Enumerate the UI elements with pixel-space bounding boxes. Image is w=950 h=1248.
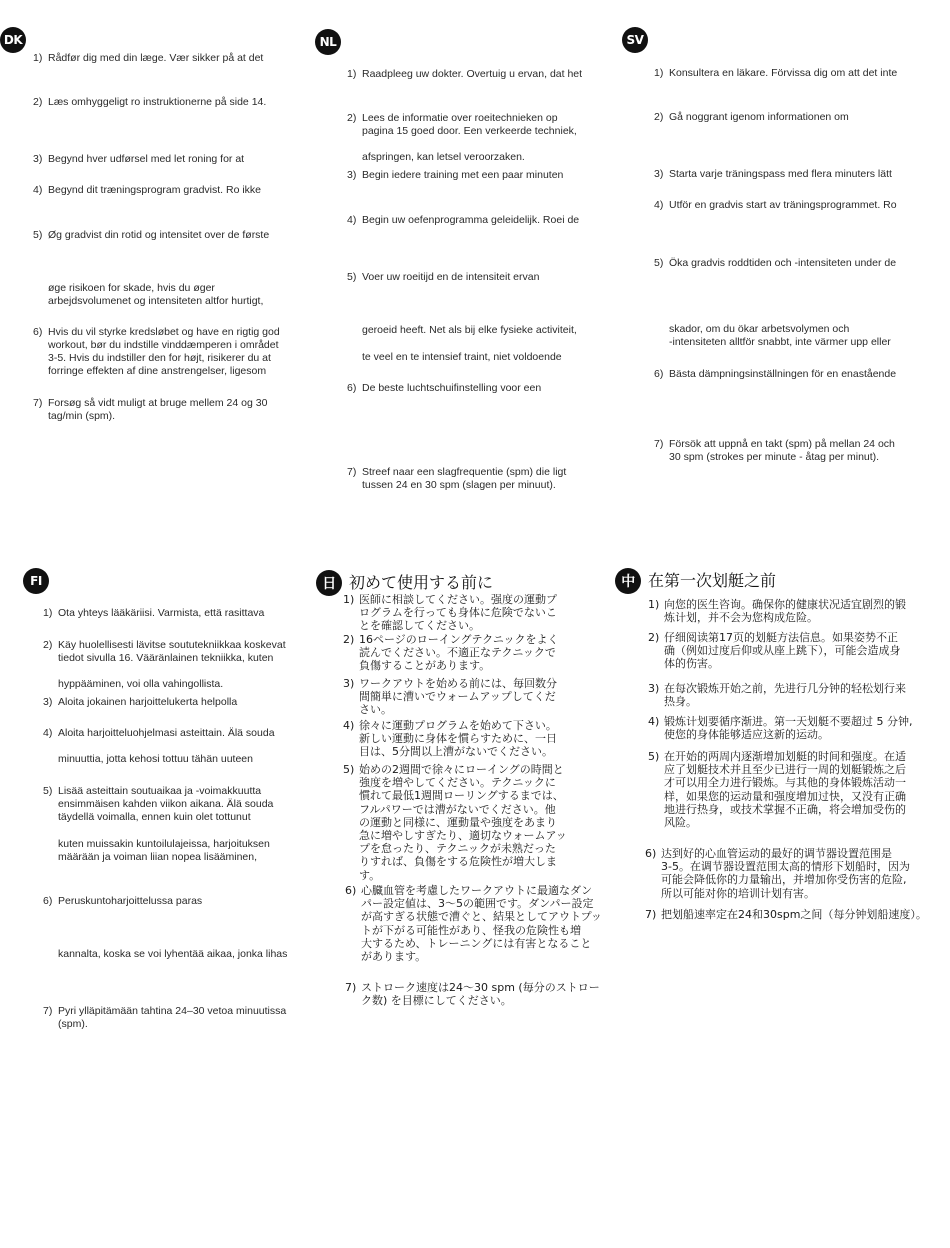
jp-heading: 初めて使用する前に (349, 573, 494, 592)
jp-item-5: 5) 始めの2週間で徐々にローイングの時間と 強度を増やしてください。テクニックに 慣れて最低1週間ローリングするまでは、 フルパワーでは漕がないでください。他 の運動と同様に、運動量や強度をあまり 急に増やしすぎたり、適切なウォームアッ プを怠ったり、テクニックが未熟だった りすれば、負傷をする危険性が増大しま す。 (343, 763, 567, 882)
dk-item-7: 7) Forsøg så vidt muligt at bruge mellem 24 og 30 tag/min (spm). (33, 397, 268, 422)
nl-item-7: 7) Streef naar een slagfrequentie (spm) die ligt tussen 24 en 30 spm (slagen per minuut). (347, 466, 567, 491)
cn-item-5: 5) 在开始的两周内逐渐增加划艇的时间和强度。在适 应了划艇技术并且至少已进行一周的划艇锻炼之后 才可以用全力进行锻炼。与其他的身体锻炼活动一 样，如果您的运动量和强度增加过快，又没有正确 地进行热身，或技术掌握不正确，将会增加受伤的 风险。 (648, 750, 906, 830)
jp-item-2: 2) 16ページのローイングテクニックをよく 読んでください。不適正なテクニックで 負傷することがあります。 (343, 633, 559, 673)
fi-item-2: 2) Käy huolellisesti lävitse soututekniikkaa koskevat tiedot sivulla 16. Vääränlainen tekniikka, kuten (43, 639, 286, 664)
fi-item-6: 6) Peruskuntoharjoittelussa paras (43, 895, 203, 907)
fi-item-7: 7) Pyri ylläpitämään tahtina 24–30 vetoa minuutissa (spm). (43, 1005, 287, 1030)
dk-item-5-continuation: øge risikoen for skade, hvis du øger arbejdsvolumenet og intensiteten altfor hurtigt, (48, 282, 264, 307)
fi-item-4-continuation: minuuttia, jotta kehosi tottuu tähän uuteen (58, 753, 253, 765)
nl-item-5: 5) Voer uw roeitijd en de intensiteit ervan (347, 271, 540, 283)
cn-item-7: 7) 把划船速率定在24和30spm之间（每分钟划船速度）。 (645, 908, 927, 921)
sv-item-4: 4) Utför en gradvis start av träningsprogrammet. Ro (654, 199, 897, 211)
nl-item-5-continuation-b: te veel en te intensief traint, niet voldoende (362, 351, 562, 363)
dk-item-2: 2) Læs omhyggeligt ro instruktionerne på side 14. (33, 96, 267, 108)
language-badge-dk: DK (0, 27, 26, 53)
dk-item-6: 6) Hvis du vil styrke kredsløbet og have en rigtig god workout, bør du indstille vinddæmperen i området 3-5. Hvis du indstiller den for højt, risikerer du at forringe effekten af dine anstrengelser, ligesom (33, 326, 280, 377)
cn-item-3: 3) 在每次锻炼开始之前，先进行几分钟的轻松划行来 热身。 (648, 682, 906, 709)
sv-item-6: 6) Bästa dämpningsinställningen för en enastående (654, 368, 897, 380)
sv-item-2: 2) Gå noggrant igenom informationen om (654, 111, 849, 123)
dk-item-4: 4) Begynd dit træningsprogram gradvist. Ro ikke (33, 184, 262, 196)
fi-item-4: 4) Aloita harjoitteluohjelmasi asteittain. Älä souda (43, 727, 275, 739)
fi-item-3: 3) Aloita jokainen harjoittelukerta helpolla (43, 696, 238, 708)
dk-item-1: 1) Rådfør dig med din læge. Vær sikker på at det (33, 52, 264, 64)
sv-item-3: 3) Starta varje träningspass med flera minuters lätt (654, 168, 892, 180)
jp-item-4: 4) 徐々に運動プログラムを始めて下さい。 新しい運動に身体を慣らすために、一日 目は、5分間以上漕がないでください。 (343, 719, 557, 759)
dk-item-5: 5) Øg gradvist din rotid og intensitet over de første (33, 229, 270, 241)
jp-item-3: 3) ワークアウトを始める前には、毎回数分 間簡単に漕いでウォームアップしてくだ さい。 (343, 677, 557, 717)
sv-item-7: 7) Försök att uppnå en takt (spm) på mellan 24 och 30 spm (strokes per minute - åtag per minut). (654, 438, 895, 463)
nl-item-1: 1) Raadpleeg uw dokter. Overtuig u ervan, dat het (347, 68, 583, 80)
fi-item-5: 5) Lisää asteittain soutuaikaa ja -voimakkuutta ensimmäisen kahden viikon aikana. Älä souda täydellä voimalla, ennen kuin olet tottunut (43, 785, 274, 823)
sv-item-5-continuation: skador, om du ökar arbetsvolymen och -intensiteten alltför snabbt, inte värmer upp eller (669, 323, 891, 348)
language-badge-jp: 日 (316, 570, 342, 596)
fi-item-2-continuation: hyppääminen, voi olla vahingollista. (58, 678, 224, 690)
jp-item-7: 7) ストローク速度は24～30 spm (毎分のストロー ク数) を目標にしてください。 (345, 981, 600, 1008)
nl-item-2-continuation: afspringen, kan letsel veroorzaken. (362, 151, 525, 163)
nl-item-3: 3) Begin iedere training met een paar minuten (347, 169, 564, 181)
fi-item-6-continuation: kannalta, koska se voi lyhentää aikaa, jonka lihas (58, 948, 288, 960)
nl-item-2: 2) Lees de informatie over roeitechnieken op pagina 15 goed door. Een verkeerde techniek, (347, 112, 577, 137)
fi-item-1: 1) Ota yhteys lääkäriisi. Varmista, että rasittava (43, 607, 265, 619)
language-badge-sv: SV (622, 27, 648, 53)
cn-item-2: 2) 仔细阅读第17页的划艇方法信息。如果姿势不正 确（例如过度后仰或从座上跳下），可能会造成身 体的伤害。 (648, 631, 901, 671)
language-badge-nl: NL (315, 29, 341, 55)
sv-item-1: 1) Konsultera en läkare. Förvissa dig om att det inte (654, 67, 898, 79)
cn-item-6: 6) 达到好的心血管运动的最好的调节器设置范围是 3-5。在调节器设置范围太高的情形下划船时，因为 可能会降低你的力量输出，并增加你受伤害的危险, 所以可能对你的培训计划有害。 (645, 847, 910, 900)
sv-item-5: 5) Öka gradvis roddtiden och -intensiteten under de (654, 257, 897, 269)
jp-item-1: 1) 医師に相談してください。强度の運動プ ログラムを行っても身体に危険でないこ とを確認してください。 (343, 593, 557, 633)
language-badge-fi: FI (23, 568, 49, 594)
cn-item-1: 1) 向您的医生咨询。确保你的健康状况适宜剧烈的锻 炼计划，并不会为您构成危险。 (648, 598, 906, 625)
cn-heading: 在第一次划艇之前 (648, 571, 777, 590)
dk-item-3: 3) Begynd hver udførsel med let roning for at (33, 153, 245, 165)
language-badge-cn: 中 (615, 568, 641, 594)
jp-item-6: 6) 心臓血管を考慮したワークアウトに最適なダン パー設定値は、3～5の範囲です。ダンパー設定 が高すぎる状態で漕ぐと、結果としてアウトプッ トが下がる可能性があり、怪我の危険性も増 大するため、トレーニングには有害となること があります。 (345, 884, 602, 964)
nl-item-4: 4) Begin uw oefenprogramma geleidelijk. Roei de (347, 214, 580, 226)
nl-item-6: 6) De beste luchtschuifinstelling voor een (347, 382, 542, 394)
fi-item-5-continuation: kuten muissakin kuntoilulajeissa, harjoituksen määrään ja voiman liian nopea lisääminen, (58, 838, 270, 863)
cn-item-4: 4) 锻炼计划要循序渐进。第一天划艇不要超过 5 分钟, 使您的身体能够适应这新的运动。 (648, 715, 913, 742)
nl-item-5-continuation-a: geroeid heeft. Net als bij elke fysieke activiteit, (362, 324, 577, 336)
